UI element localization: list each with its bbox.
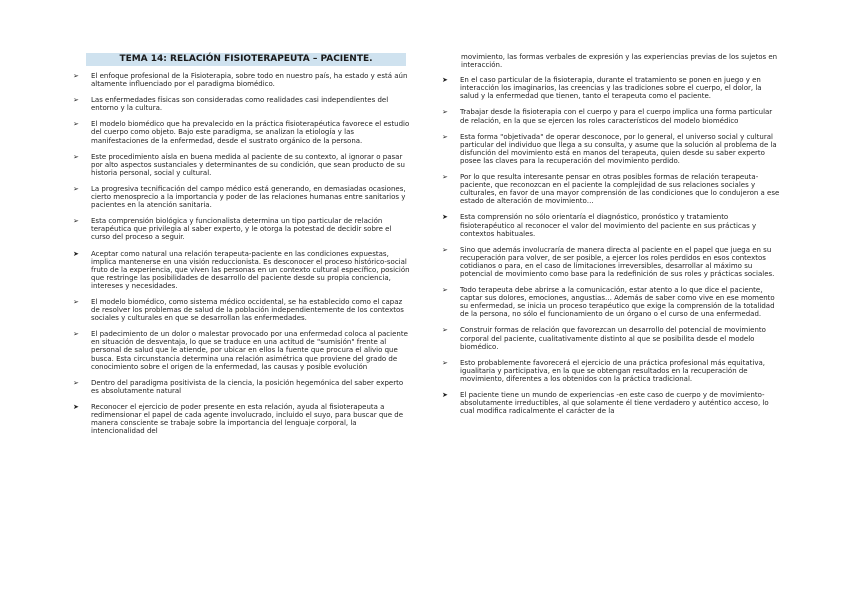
arrow-bullet-icon: ➢ (73, 378, 79, 387)
arrow-bullet-icon: ➢ (73, 297, 79, 306)
item-text: Las enfermedades físicas son consideradas como realidades casi independientes del entorno y la cultura. (91, 96, 389, 113)
item-text: Este procedimiento aísla en buena medida al paciente de su contexto, al ignorar o pasar por alto aspectos sustanciales y determinantes de su condición, que sean producto de su historia personal, social y cultural. (91, 152, 405, 177)
item-text: El padecimiento de un dolor o malestar provocado por una enfermedad coloca al paciente en situación de desventaja, lo que se traduce en una actitud de "sumisión" frente al personal de salud que le atiende, por ubicar en ellos la fuente que procura el alivio que busca. Esta circunstancia determina una relación asimétrica que proviene del grado de conocimiento sobre el origen de la enfermedad, las causas y posible evolución (91, 330, 408, 371)
list-item (60, 298, 410, 322)
item-text: El modelo biomédico, como sistema médico occidental, se ha establecido como el capaz de resolver los problemas de salud de la población independientemente de los contextos sociales y culturales en que se desarrollan las enfermedades. (91, 297, 404, 323)
arrow-bullet-icon: ➢ (73, 330, 79, 339)
arrow-bullet-icon: ➢ (442, 173, 448, 182)
item-text: Reconocer el ejercicio de poder presente en esta relación, ayuda al fisioterapeuta a redimensionar el papel de cada agente involucrado, incluido el suyo, para buscar que de manera consciente se trabaje sobre la importancia del lenguaje corporal, la intencionalidad del (91, 402, 404, 436)
list-item (60, 330, 410, 370)
arrowhead-bullet-icon: ➤ (73, 249, 79, 258)
list-item (440, 108, 780, 124)
list-item (60, 403, 410, 435)
arrow-bullet-icon: ➢ (73, 72, 79, 80)
list-item (60, 96, 410, 112)
arrow-bullet-icon: ➢ (73, 152, 79, 161)
list-item (60, 379, 410, 395)
item-text: Sino que además involucraría de manera directa al paciente en el papel que juega en su recuperación para volver, de ser posible, a ejercer los roles perdidos en esos contextos cotidianos o para, en el caso de limitaciones irreversibles, desarrollar al máximo su potencial de movimiento como base para la redefinición de sus roles y prácticas sociales. (460, 245, 775, 278)
arrow-bullet-icon: ➢ (73, 120, 79, 129)
arrow-bullet-icon: ➢ (73, 217, 79, 226)
list-item (60, 72, 410, 88)
right-column (440, 53, 780, 423)
list-item (440, 213, 780, 237)
continuation-text: movimiento, las formas verbales de expresión y las experiencias previas de los sujetos en interacción. (461, 53, 778, 70)
item-text: Esta comprensión no sólo orientaría el diagnóstico, pronóstico y tratamiento fisioterapéutico al reconocer el valor del movimiento del paciente en sus prácticas y contextos habituales. (460, 213, 757, 238)
item-text: La progresiva tecnificación del campo médico está generando, en demasiadas ocasiones, cierto menosprecio a la importancia y poder de las relaciones humanas entre sanitarios y pacientes en la atención sanitaria. (91, 184, 406, 210)
list-item (440, 391, 780, 415)
item-text: Esto probablemente favorecerá el ejercicio de una práctica profesional más equitativa, igualitaria y participativa, en la que se obtengan resultados en la recuperación de movimiento, diferentes a los obtenidos con la práctica tradicional. (460, 358, 766, 383)
list-item (60, 217, 410, 241)
list-item (440, 359, 780, 383)
arrow-bullet-icon: ➢ (442, 108, 448, 117)
list-item (440, 173, 780, 205)
item-text: En el caso particular de la fisioterapia, durante el tratamiento se ponen en juego y en interacción los imaginarios, las creencias y las tradiciones sobre el cuerpo, el dolor, la salud y la enfermedad que tienen, tanto el terapeuta como el paciente. (460, 76, 762, 101)
arrowhead-bullet-icon: ➤ (442, 76, 448, 85)
page-title: TEMA 14: RELACIÓN FISIOTERAPEUTA – PACIENTE. (86, 53, 406, 66)
item-text: Esta comprensión biológica y funcionalista determina un tipo particular de relación terapéutica que privilegia al saber experto, y le otorga la potestad de decidir sobre el curso del proceso a seguir. (91, 217, 392, 242)
left-column (60, 72, 410, 443)
arrow-bullet-icon: ➢ (442, 358, 448, 367)
list-item (440, 133, 780, 165)
item-text: El modelo biomédico que ha prevalecido en la práctica fisioterapéutica favorece el estudio del cuerpo como objeto. Bajo este paradigma, se analizan la etiología y las manifestaciones de la enfermedad, desde el sustrato orgánico de la persona. (91, 120, 410, 145)
list-item (440, 286, 780, 318)
item-text: Todo terapeuta debe abrirse a la comunicación, estar atento a lo que dice el paciente, captar sus dolores, emociones, angustias… Además de saber como vive en ese momento su enfermedad, se inicia un proceso terapéutico que exige la comprensión de la totalidad de la persona, no sólo el funcionamiento de un órgano o el curso de una enfermedad. (460, 286, 775, 319)
arrowhead-bullet-icon: ➤ (442, 213, 448, 222)
arrow-bullet-icon: ➢ (73, 96, 79, 105)
arrow-bullet-icon: ➢ (73, 184, 79, 193)
list-item (440, 76, 780, 100)
item-text: Trabajar desde la fisioterapia con el cuerpo y para el cuerpo implica una forma particular de relación, en la que se ejercen los roles característicos del modelo biomédico (460, 108, 773, 125)
item-text: Aceptar como natural una relación terapeuta-paciente en las condiciones expuestas, implica mantenerse en una visión reduccionista. Es desconocer el proceso histórico-social fruto de la experiencia, que viven las personas en un contexto cultural específico, posición que restringe las posibilidades de desarrollo del paciente desde su propia conciencia, intereses y necesidades. (91, 249, 410, 290)
arrow-bullet-icon: ➢ (442, 245, 448, 254)
list-item (440, 326, 780, 350)
arrowhead-bullet-icon: ➤ (442, 391, 448, 399)
arrow-bullet-icon: ➢ (442, 286, 448, 295)
list-item (60, 120, 410, 144)
item-text: El enfoque profesional de la Fisioterapia, sobre todo en nuestro país, ha estado y está aún altamente influenciado por el paradigma biomédico. (91, 72, 408, 89)
item-text: El paciente tiene un mundo de experiencias -en este caso de cuerpo y de movimiento- absolutamente irreductibles, al que solamente él tiene verdadero y auténtico acceso, lo cual modifica radicalmente el carácter de la (460, 391, 769, 416)
list-item (60, 153, 410, 177)
item-text: Por lo que resulta interesante pensar en otras posibles formas de relación terapeuta-paciente, que reconozcan en el paciente la complejidad de sus relaciones sociales y culturales, en favor de una mayor comprensión de las condiciones que lo condujeron a ese estado de alteración de movimiento… (460, 173, 780, 206)
list-item (440, 246, 780, 278)
arrow-bullet-icon: ➢ (442, 326, 448, 335)
item-text: Dentro del paradigma positivista de la ciencia, la posición hegemónica del saber experto es absolutamente natural (91, 378, 404, 395)
arrowhead-bullet-icon: ➤ (73, 402, 79, 411)
arrow-bullet-icon: ➢ (442, 132, 448, 141)
item-text: Construir formas de relación que favorezcan un desarrollo del potencial de movimiento corporal del paciente, cualitativamente distinto al que se posibilita desde el modelo biomédico. (460, 326, 766, 351)
item-text: Esta forma "objetivada" de operar desconoce, por lo general, el universo social y cultural particular del individuo que llega a su consulta, y asume que la solución al problema de la disfunción del movimiento está en manos del terapeuta, quien desde su saber experto posee las claves para la recuperación del movimiento perdido. (460, 132, 777, 165)
list-item (60, 185, 410, 209)
list-item (60, 250, 410, 290)
